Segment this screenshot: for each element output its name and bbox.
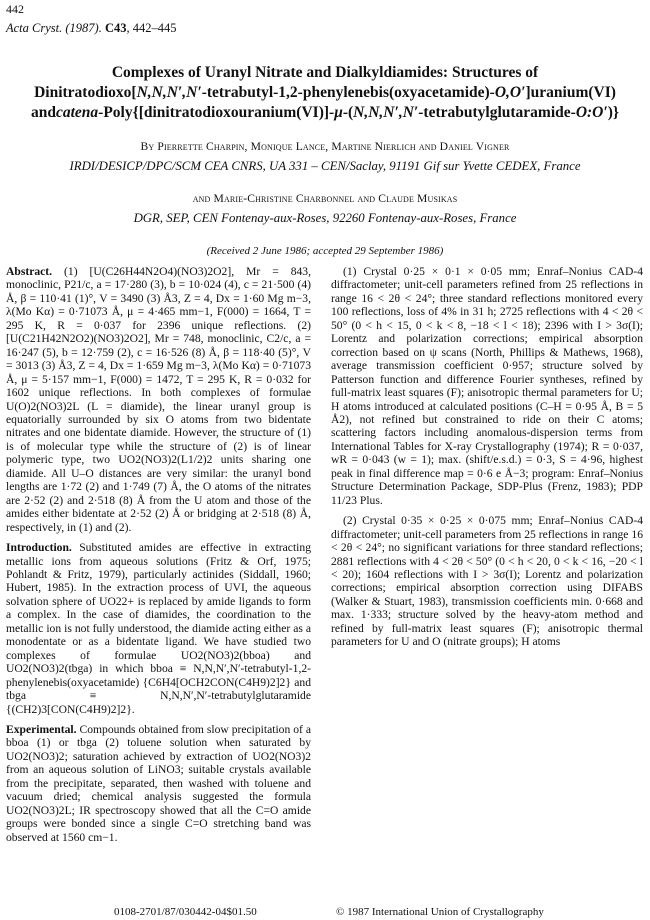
journal-name: Acta Cryst.	[6, 21, 63, 35]
title-line-1: Complexes of Uranyl Nitrate and Dialkyldiamides: Structures of	[111, 64, 539, 81]
journal-reference	[6, 21, 176, 36]
journal-pages: , 442–445	[126, 21, 177, 35]
journal-year: (1987).	[65, 21, 102, 35]
footer-copyright: © 1987 International Union of Crystallography	[336, 906, 544, 918]
intro-heading: Introduction.	[6, 541, 72, 555]
experimental	[6, 723, 311, 844]
page-number: 442	[6, 2, 24, 16]
crystal-2-paragraph: (2) Crystal 0·35 × 0·25 × 0·075 mm; Enraf–Nonius CAD-4 diffractometer; unit-cell parameters from 25 reflections in range 16 < 2θ < 24°; no significant variations for three standard reflections; 2881 reflections with 4 < 2θ < 50° (0 < h < 20, 0 < k < 16, −20 < l < 20); 1604 reflections with I > 3σ(I); Lorentz and polarization corrections; empirical absorption correction using DIFABS (Walker & Stuart, 1983), transmission coefficients min. 0·668 and max. 1·333; structure solved by the heavy-atom method and refined by full-matrix least squares (F); anisotropic thermal parameters for U and O (nitrate groups); H atoms	[331, 514, 643, 649]
affiliation-secondary: DGR, SEP, CEN Fontenay-aux-Roses, 92260 Fontenay-aux-Roses, France	[133, 211, 517, 225]
abstract-text: (1) [U(C26H44N2O4)(NO3)2O2], Mr = 843, monoclinic, P21/c, a = 17·280 (3), b = 10·024 (4), c = 21·500 (4) Å, β = 110·41 (1)°, V = 3490 (3) Å3, Z = 4, Dx = 1·60 Mg m−3, λ(Mo Kα) = 0·71073 Å, μ = 4·465 mm−1, F(000) = 1664, T = 295 K, R = 0·037 for 2396 unique reflections. (2) [U(C21H42N2O2)(NO3)2O2], Mr = 748, monoclinic, C2/c, a = 16·247 (5), b = 12·759 (2), c = 16·526 (8) Å, β = 118·40 (5)°, V = 3013 (3) Å3, Z = 4, Dx = 1·659 Mg m−3, λ(Mo Kα) = 0·71073 Å, μ = 5·157 mm−1, F(000) = 1472, T = 295 K, R = 0·032 for 1602 unique reflections. In both complexes of formulae U(O)2(NO3)2L (L = diamide), the linear uranyl group is equatorially surrounded by six O atoms from two bidentate nitrates and one bidentate diamide. However, the structure of (1) is of molecular type while the structure of (2) is of linear polymeric type, two UO2(NO3)2(L1/2)2 units sharing one diamide. All U–O distances are very similar: the uranyl bond lengths are 1·72 (2) and 1·749 (7) Å, the O atoms of the nitrates are 2·52 (2) and 2·518 (8) Å from the U atom and those of the amides either bidentate at 2·52 (2) Å or bridging at 2·518 (8) Å, respectively, in (1) and (2).	[6, 265, 312, 534]
authors-secondary: and Marie-Christine Charbonnel and Claude Musikas	[192, 192, 458, 205]
left-column	[6, 265, 311, 844]
crystal-1-paragraph: (1) Crystal 0·25 × 0·1 × 0·05 mm; Enraf–Nonius CAD-4 diffractometer; unit-cell parameters refined from 25 reflections in range 16 < 2θ < 24°; three standard reflections monitored every 100 reflections, loss of 4% in 31 h; 2725 reflections with 4 < 2θ < 50° (0 < h < 15, 0 < k < 8, −18 < l < 18); 2396 with I > 3σ(I); Lorentz and polarization corrections; empirical absorption correction based on ψ scans (North, Phillips & Mathews, 1968), average transmission coefficient 0·957; structure solved by Patterson function and difference Fourier syntheses, refined by full-matrix least squares (F); anisotropic thermal parameters for U; H atoms introduced at calculated positions (C–H = 0·95 Å, B = 5 Å2), not refined but constrained to ride on their C atoms; scattering factors including anomalous-dispersion terms from International Tables for X-ray Crystallography (1974); R = 0·037, wR = 0·043 (w = 1); max. (shift/e.s.d.) = 0·3, S = 4·96, highest peak in final difference map = 0·6 e Å−3; program: Enraf–Nonius Structure Determination Package, SDP-Plus (Frenz, 1983); PDP 11/23 Plus.	[331, 265, 643, 507]
intro-text: Substituted amides are effective in extracting metallic ions from aqueous solutions (Fritz & Orf, 1975; Pohlandt & Fritz, 1979), particularly actinides (Siddall, 1960; Hubert, 1985). In the extraction process of UVI, the aqueous solvation sphere of UO22+ is replaced by amide ligands to form a complex. In the case of diamides, the coordination to the metallic ion is not fully understood, the diamide acting either as a monodentate or as a bidentate ligand. We have studied two complexes of formulae UO2(NO3)2(bboa) and UO2(NO3)2(tbga) in which bboa ≡ N,N,N′,N′-tetrabutyl-1,2-phenylenebis(oxyacetamide) {C6H4[OCH2CON(C4H9)2]2} and tbga ≡ N,N,N′,N′-tetrabutylglutaramide {(CH2)3[CON(C4H9)2]2}.	[6, 541, 311, 716]
authors-primary: By Pierrette Charpin, Monique Lance, Martine Nierlich and Daniel Vigner	[140, 140, 510, 153]
abstract-heading: Abstract.	[6, 265, 53, 278]
title-line-2: Dinitratodioxo[N,N,N′,N′-tetrabutyl-1,2-phenylenebis(oxyacetamide)-O,O′]uranium(VI)	[34, 84, 616, 101]
article-title	[8, 63, 642, 123]
right-column	[331, 265, 643, 649]
introduction	[6, 541, 311, 716]
journal-volume: C43	[104, 21, 127, 35]
exp-heading: Experimental.	[6, 722, 77, 736]
abstract	[6, 265, 311, 534]
affiliation-primary: IRDI/DESICP/DPC/SCM CEA CNRS, UA 331 – CEN/Saclay, 91191 Gif sur Yvette CEDEX, France	[69, 159, 581, 173]
exp-text: Compounds obtained from slow precipitation of a bboa (1) or tbga (2) toluene solution when saturated by UO2(NO3)2; saturation achieved by extraction of UO2(NO3)2 from an aqueous solution of LiNO3; suitable crystals available from the precipitate, separated, then washed with toluene and vacuum dried; chemical analysis suggested the formula UO2(NO3)2L; IR spectroscopy showed that all the C=O amide groups were bonded since a single C=O stretching band was observed at 1560 cm−1.	[6, 722, 311, 844]
footer-code: 0108-2701/87/030442-04$01.50	[114, 906, 257, 918]
received-date: (Received 2 June 1986; accepted 29 September 1986)	[206, 245, 444, 257]
title-line-3: andcatena-Poly{[dinitratodioxouranium(VI)]-μ-(N,N,N′,N′-tetrabutylglutaramide-O:O′)}	[30, 104, 620, 121]
